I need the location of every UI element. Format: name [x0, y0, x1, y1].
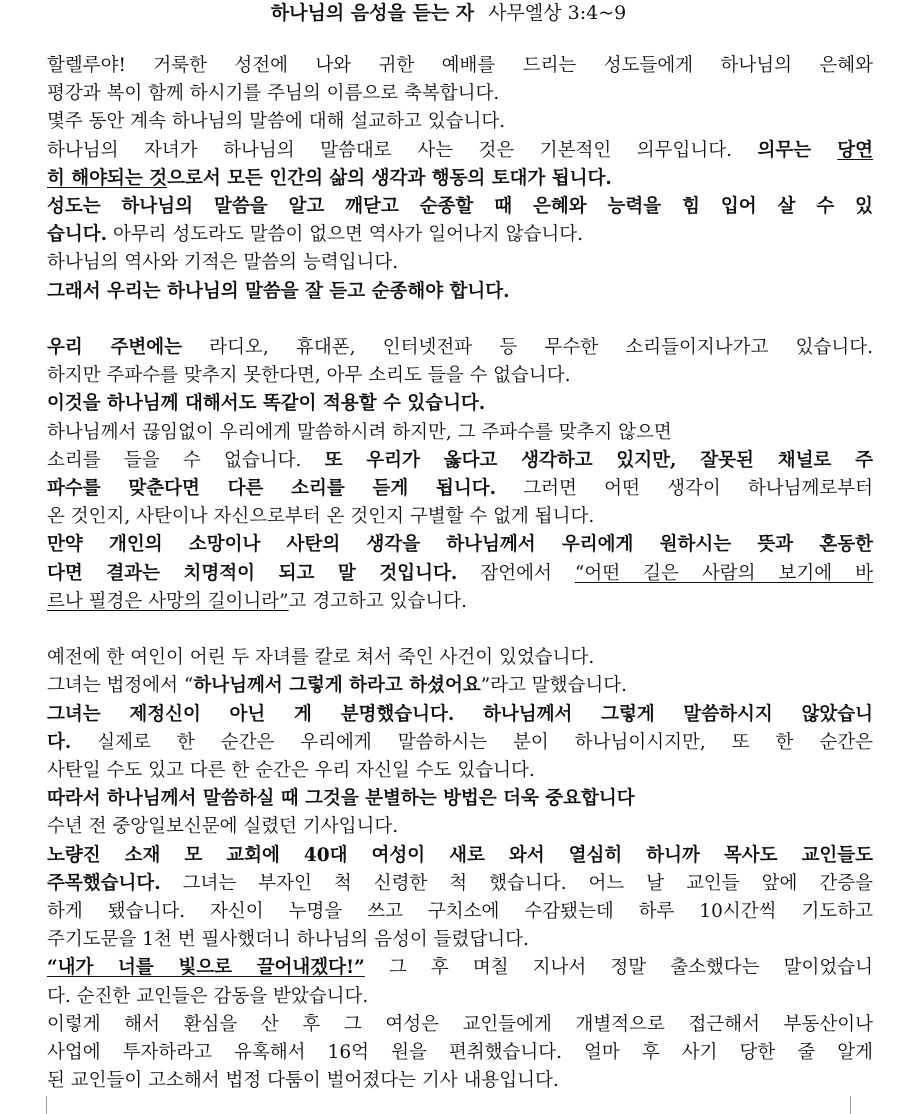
text-segment: 하나님의 자녀가 하나님의 말씀대로 사는 것은 기본적인 의무입니다. — [47, 139, 758, 161]
text-line — [47, 165, 873, 193]
text-segment: 그녀는 법정에서 “ — [47, 675, 194, 697]
bold-text-segment: 다면 결과는 치명적이 되고 말 것입니다. — [47, 562, 458, 584]
text-segment: 할렐루야! 거룩한 성전에 나와 귀한 예배를 드리는 성도들에게 하나님의 은혜와 — [47, 55, 873, 76]
bold-underlined-text-segment: 히 해야되는 것 — [47, 167, 168, 189]
text-line — [47, 898, 873, 926]
bold-text-segment: 따라서 하나님께서 말씀하실 때 그것을 분별하는 방법은 더욱 중요합니다 — [47, 788, 635, 810]
text-line — [47, 108, 873, 136]
text-segment: 잠언에서 — [457, 562, 575, 584]
text-segment: 예전에 한 여인이 어린 두 자녀를 칼로 쳐서 죽인 사건이 있었습니다. — [47, 647, 595, 669]
text-line — [47, 729, 873, 757]
text-line — [47, 334, 873, 362]
text-segment: 실제로 한 순간은 우리에게 말씀하시는 분이 하나님이시지만, 또 한 순간은 — [71, 731, 873, 753]
bold-text-segment: 하나님께서 그렇게 하라고 하셨어요 — [193, 675, 481, 697]
bold-text-segment: 성도는 하나님의 말씀을 알고 깨닫고 순종할 때 은혜와 능력을 힘 입어 살 수 있 — [47, 196, 873, 218]
text-line — [47, 785, 873, 813]
text-line — [47, 278, 873, 306]
text-line — [47, 249, 873, 277]
underlined-text-segment: 르나 필경은 사망의 길이니라” — [47, 590, 289, 612]
text-segment: 평강과 복이 함께 하시기를 주님의 이름으로 축복합니다. — [47, 83, 500, 105]
text-segment: 몇주 동안 계속 하나님의 말씀에 대해 설교하고 있습니다. — [47, 111, 506, 133]
underlined-text-segment: “어떤 길은 사람의 보기에 바 — [574, 562, 874, 584]
bold-text-segment: 으로서 모든 인간의 삶의 생각과 행동의 토대가 됩니다. — [167, 167, 612, 189]
text-line — [47, 1011, 873, 1039]
text-segment: 주기도문을 1천 번 필사했더니 하나님의 음성이 들렸답니다. — [47, 929, 529, 951]
text-line — [47, 362, 873, 390]
text-line — [47, 221, 873, 249]
bold-text-segment: 습니다. — [47, 224, 108, 246]
bold-text-segment: 이것을 하나님께 대해서도 똑같이 적용할 수 있습니다. — [47, 393, 486, 415]
text-segment: 그 후 며칠 지나서 정말 출소했다는 말이었습니 — [364, 957, 873, 979]
bold-text-segment: 그래서 우리는 하나님의 말씀을 잘 듣고 순종해야 합니다. — [47, 280, 510, 302]
text-line — [47, 813, 873, 841]
text-line — [47, 193, 873, 221]
bold-text-segment: 그녀는 제정신이 아닌 게 분명했습니다. 하나님께서 그렇게 말씀하시지 않았습니 — [47, 703, 873, 725]
text-segment: 수년 전 중앙일보신문에 실렸던 기사입니다. — [47, 816, 399, 838]
text-line — [47, 842, 873, 870]
text-line — [47, 137, 873, 165]
bold-text-segment: 주목했습니다. — [47, 872, 161, 894]
text-segment: 하나님의 역사와 기적은 말씀의 능력입니다. — [47, 252, 399, 274]
text-segment: 온 것인지, 사탄이나 자신으로부터 온 것인지 구별할 수 없게 됩니다. — [47, 506, 595, 528]
bold-text-segment: 다. — [47, 731, 72, 753]
bold-underlined-text-segment: 당연 — [837, 139, 873, 161]
sermon-title-main: 하나님의 음성을 듣는 자 — [270, 2, 475, 24]
bold-text-segment: 파수를 맞춘다면 다른 소리를 듣게 됩니다. — [47, 478, 497, 500]
text-segment: 그녀는 부자인 척 신령한 척 했습니다. 어느 날 교인들 앞에 간증을 — [160, 872, 873, 894]
bold-text-segment: 만약 개인의 소망이나 사탄의 생각을 하나님께서 우리에게 원하시는 뜻과 혼동한 — [47, 534, 873, 556]
text-segment: 소리를 들을 수 없습니다. — [47, 449, 325, 471]
text-segment: 하게 됐습니다. 자신이 누명을 쓰고 구치소에 수감됐는데 하루 10시간씩 기도하고 — [47, 901, 873, 923]
text-segment: 하나님께서 끊임없이 우리에게 말씀하시려 하지만, 그 주파수를 맞추지 않으면 — [47, 421, 672, 443]
text-line — [47, 531, 873, 559]
text-line — [47, 870, 873, 898]
text-line — [47, 757, 873, 785]
text-segment: 하지만 주파수를 맞추지 못한다면, 아무 소리도 들을 수 없습니다. — [47, 365, 571, 387]
text-segment: 이렇게 해서 환심을 산 후 그 여성은 교인들에게 개별적으로 접근해서 부동산이나 — [47, 1013, 873, 1035]
text-segment: 그러면 어떤 생각이 하나님께로부터 — [496, 478, 873, 500]
text-segment: ”라고 말했습니다. — [480, 675, 628, 697]
bold-text-segment: 노량진 소재 모 교회에 40대 여성이 새로 와서 열심히 하니까 목사도 교인들도 — [47, 844, 873, 866]
text-segment: 아무리 성도라도 말씀이 없으면 역사가 일어나지 않습니다. — [107, 224, 584, 246]
text-line — [47, 1067, 873, 1095]
bold-text-segment: 또 우리가 옳다고 생각하고 있지만, 잘못된 채널로 주 — [324, 449, 873, 471]
scripture-reference: 사무엘상 3:4~9 — [488, 2, 627, 24]
text-line — [47, 390, 873, 418]
text-line — [47, 80, 873, 108]
text-line — [47, 503, 873, 531]
text-segment: 된 교인들이 고소해서 법정 다툼이 벌어졌다는 기사 내용입니다. — [47, 1070, 559, 1092]
text-segment: 다. 순진한 교인들은 감동을 받았습니다. — [47, 985, 369, 1007]
text-line — [47, 983, 873, 1011]
text-line — [47, 926, 873, 954]
text-line — [47, 419, 873, 447]
paragraph-gap — [47, 306, 873, 334]
page-corner-mark-right — [850, 1096, 873, 1114]
text-line — [47, 701, 873, 729]
sermon-title — [0, 0, 897, 26]
text-line — [47, 447, 873, 475]
text-line — [47, 560, 873, 588]
text-line — [47, 588, 873, 616]
sermon-body — [47, 52, 873, 1095]
bold-text-segment: 의무는 — [757, 139, 838, 161]
bold-text-segment: 우리 주변에는 — [47, 337, 183, 359]
text-segment: 라디오, 휴대폰, 인터넷전파 등 무수한 소리들이지나가고 있습니다. — [182, 337, 873, 359]
text-line — [47, 1039, 873, 1067]
bold-underlined-text-segment: “내가 너를 빛으로 끌어내겠다!” — [47, 957, 365, 979]
text-segment: 고 경고하고 있습니다. — [288, 590, 468, 612]
text-line — [47, 672, 873, 700]
text-line — [47, 644, 873, 672]
text-line — [47, 52, 873, 80]
paragraph-gap — [47, 616, 873, 644]
text-line — [47, 475, 873, 503]
text-line — [47, 954, 873, 982]
text-segment: 사업에 투자하라고 유혹해서 16억 원을 편취했습니다. 얼마 후 사기 당한 줄 알게 — [47, 1042, 873, 1064]
text-segment: 사탄일 수도 있고 다른 한 순간은 우리 자신일 수도 있습니다. — [47, 760, 535, 782]
page-corner-mark-left — [24, 1096, 47, 1114]
